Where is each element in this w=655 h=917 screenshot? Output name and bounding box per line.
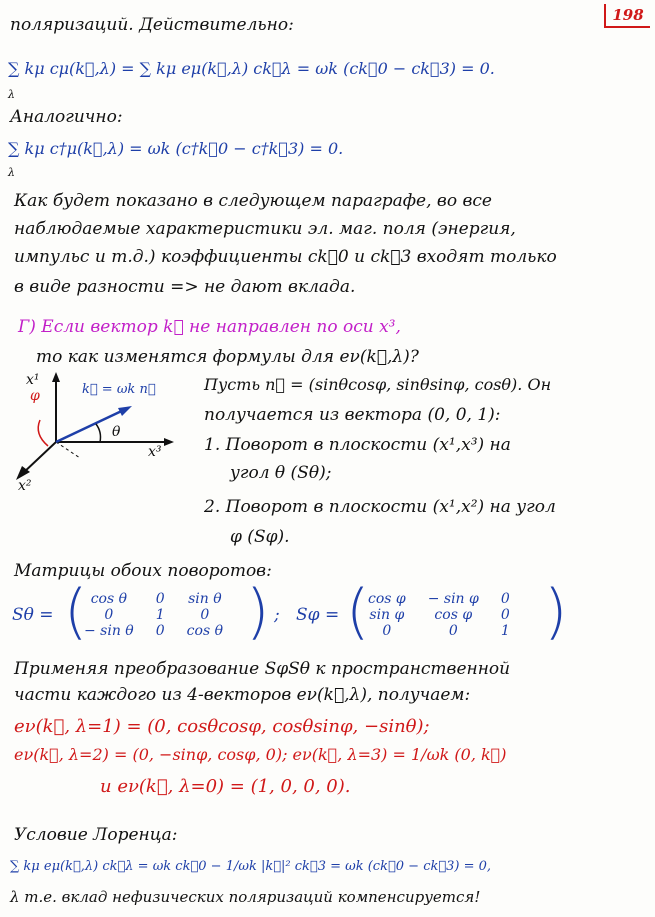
label-x1: x¹ [26, 372, 40, 388]
e-lambda-0: и eν(k⃗, λ=0) = (1, 0, 0, 0). [100, 776, 351, 797]
text-line-14: угол θ (Sθ); [230, 463, 332, 483]
e-lambda-1: eν(k⃗, λ=1) = (0, cosθcosφ, cosθsinφ, −sinθ); [14, 716, 430, 737]
matrix-separator: ; [274, 605, 280, 625]
s-phi-cell: 0 [382, 623, 392, 639]
s-theta-cell: 0 [155, 591, 165, 607]
s-phi-left-paren: ( [346, 577, 370, 647]
text-line-8: в виде разности => не дают вклада. [14, 277, 356, 297]
s-theta-cell: sin θ [188, 591, 222, 607]
s-theta-cell: 1 [155, 607, 165, 623]
s-phi-cell: sin φ [369, 607, 405, 623]
angle-phi-arc [38, 420, 48, 446]
text-line-6: наблюдаемые характеристики эл. маг. поля (энергия, [14, 219, 516, 239]
text-line-conclusion: λ т.е. вклад нефизических поляризаций компенсируется! [10, 888, 481, 906]
s-theta-cell: 0 [104, 607, 114, 623]
text-line-lorentz: Условие Лоренца: [14, 825, 178, 845]
text-line-analog: Аналогично: [10, 107, 123, 127]
s-phi-cell: cos φ [368, 591, 406, 607]
s-theta-cell: 0 [155, 623, 165, 639]
s-phi-cell: 0 [448, 623, 458, 639]
axis-x2 [22, 442, 56, 474]
label-x3: x³ [148, 444, 162, 460]
text-line-15: 2. Поворот в плоскости (x¹,x²) на угол [204, 497, 556, 517]
label-phi: φ [30, 388, 40, 404]
equation-lorentz: ∑ kμ eμ(k⃗,λ) ck⃗λ = ωk ck⃗0 − 1/ωk |k⃗|² ck⃗3 = ωk (ck⃗0 − ck⃗3) = 0, [10, 859, 492, 874]
text-line-7: импульс и т.д.) коэффициенты ck⃗0 и ck⃗3 входят только [14, 247, 557, 267]
equation-sum-c: ∑ kμ cμ(k⃗,λ) = ∑ kμ eμ(k⃗,λ) ck⃗λ = ωk (ck⃗0 − ck⃗3) = 0. [8, 59, 495, 78]
vector-k-arrow [118, 406, 132, 416]
s-phi-cell: − sin φ [427, 591, 479, 607]
label-theta: θ [112, 424, 121, 440]
s-phi-label: Sφ = [296, 605, 340, 625]
text-line-5: Как будет показано в следующем параграфе, во все [14, 191, 492, 211]
section-heading-g: Г) Если вектор k⃗ не направлен по оси x³, [18, 317, 401, 337]
s-theta-cell: 0 [200, 607, 210, 623]
label-x2: x² [18, 478, 32, 494]
angle-theta-arc [96, 424, 101, 442]
s-phi-cell: 0 [500, 607, 510, 623]
e-lambda-2-3: eν(k⃗, λ=2) = (0, −sinφ, cosφ, 0); eν(k⃗, λ=3) = 1/ωk (0, k⃗) [14, 745, 507, 764]
s-theta-right-paren: ) [246, 577, 270, 647]
s-theta-cell: cos θ [186, 623, 224, 639]
s-phi-cell: cos φ [434, 607, 473, 623]
text-line-20: части каждого из 4-векторов eν(k⃗,λ), получаем: [14, 685, 471, 705]
text-line-12: получается из вектора (0, 0, 1): [204, 405, 501, 425]
s-phi-matrix [368, 591, 510, 639]
s-phi-cell: 1 [500, 623, 510, 639]
text-line-17: Матрицы обоих поворотов: [14, 561, 272, 581]
s-theta-matrix [84, 591, 223, 639]
s-theta-label: Sθ = [12, 605, 54, 625]
s-phi-cell: 0 [500, 591, 510, 607]
axis-x3-arrow [164, 438, 174, 446]
s-theta-cell: − sin θ [84, 623, 134, 639]
text-line-19: Применяя преобразование SφSθ к пространственной [14, 659, 511, 679]
projection-dashed [56, 442, 80, 458]
text-line-16: φ (Sφ). [230, 527, 290, 547]
sum-index-2: λ [8, 166, 15, 179]
s-theta-left-paren: ( [64, 577, 88, 647]
text-line-1: поляризаций. Действительно: [10, 15, 294, 35]
label-k-vector: k⃗ = ωk n⃗ [82, 382, 156, 397]
s-theta-cell: cos θ [90, 591, 128, 607]
text-line-10: то как изменятся формулы для eν(k⃗,λ)? [36, 347, 419, 367]
text-line-11: Пусть n⃗ = (sinθcosφ, sinθsinφ, cosθ). Он [204, 375, 552, 394]
text-line-13: 1. Поворот в плоскости (x¹,x³) на [204, 435, 511, 455]
equation-sum-cdagger: ∑ kμ c†μ(k⃗,λ) = ωk (c†k⃗0 − c†k⃗3) = 0. [8, 139, 344, 158]
axis-x1-arrow [52, 372, 60, 382]
page-number: 198 [604, 4, 650, 28]
sum-index-1: λ [8, 88, 15, 101]
s-phi-right-paren: ) [544, 577, 568, 647]
